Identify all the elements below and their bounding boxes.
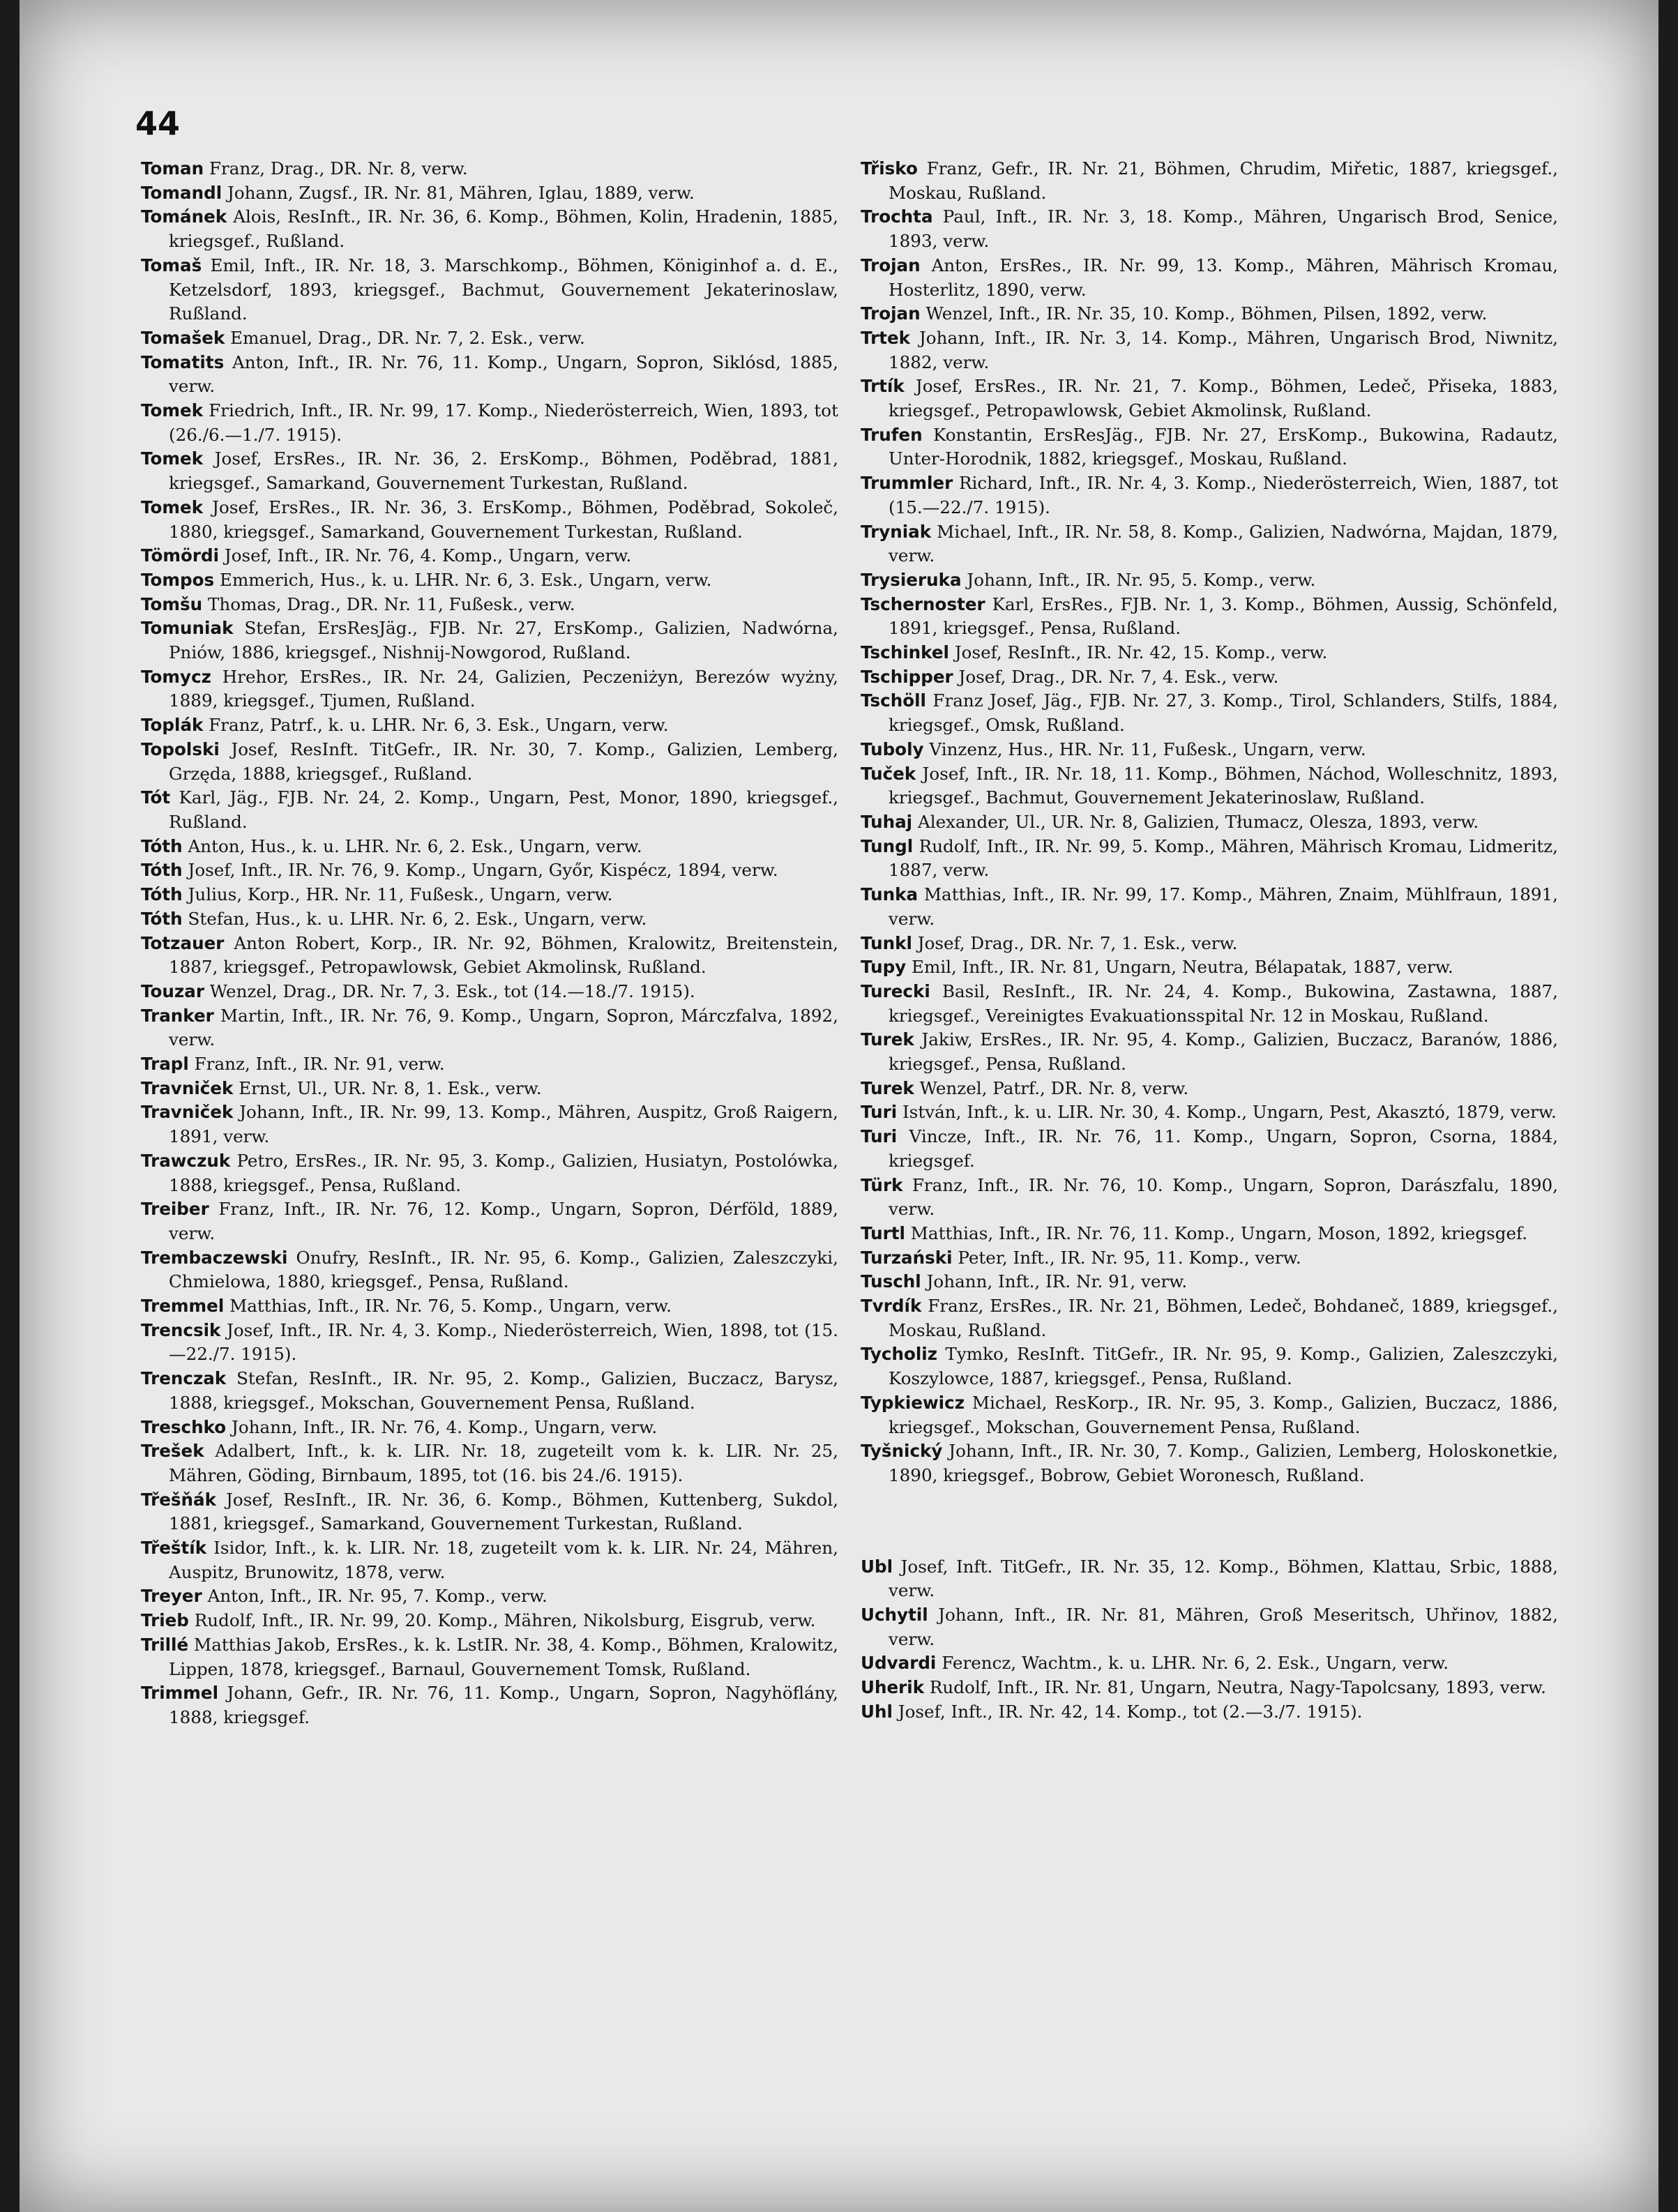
entry-surname: Tuschl [861,1271,921,1292]
register-entry [141,1633,838,1681]
entry-details: Stefan, ResInft., IR. Nr. 95, 2. Komp., Galizien, Buczacz, Barysz, 1888, kriegsgef., Mokschan, Gouvernement Pensa, Rußland. [169,1368,838,1413]
register-entry [861,1174,1558,1222]
entry-surname: Touzar [141,980,204,1001]
register-entry [861,374,1558,423]
entry-surname: Turi [861,1102,898,1123]
entry-details: Josef, ResInft., IR. Nr. 36, 6. Komp., Böhmen, Kuttenberg, Sukdol, 1881, kriegsgef., Samarkand, Gouvernement Turkestan, Rußland. [169,1489,839,1534]
entry-surname: Trimmel [141,1683,218,1704]
entry-surname: Tuhaj [861,811,913,832]
register-entry [861,762,1558,810]
entry-details: Paul, Inft., IR. Nr. 3, 18. Komp., Mähren, Ungarisch Brod, Senice, 1893, verw. [889,206,1558,252]
register-entry [861,1676,1558,1700]
register-entry [861,665,1558,690]
register-entry [141,447,838,495]
entry-details: Franz, Drag., DR. Nr. 8, verw. [209,158,468,179]
entry-details: Martin, Inft., IR. Nr. 76, 9. Komp., Ungarn, Sopron, Márczfalva, 1892, verw. [169,1005,838,1050]
register-entry [861,423,1558,471]
register-entry [141,544,838,568]
entry-details: Emmerich, Hus., k. u. LHR. Nr. 6, 3. Esk., Ungarn, verw. [220,569,712,590]
register-entry [141,1367,838,1415]
register-entry [861,520,1558,568]
entry-details: Alexander, Ul., UR. Nr. 8, Galizien, Tłumacz, Olesza, 1893, verw. [917,811,1479,832]
entry-details: Wenzel, Inft., IR. Nr. 35, 10. Komp., Böhmen, Pilsen, 1892, verw. [925,303,1488,324]
entry-details: Emanuel, Drag., DR. Nr. 7, 2. Esk., verw. [230,327,585,348]
register-entry [861,1603,1558,1651]
entry-details: Franz, Inft., IR. Nr. 76, 10. Komp., Ungarn, Sopron, Darászfalu, 1890, verw. [889,1174,1558,1220]
register-entry [141,786,838,834]
entry-details: Josef, Inft., IR. Nr. 76, 9. Komp., Ungarn, Győr, Kispécz, 1894, verw. [188,860,778,881]
register-entry [861,1100,1558,1125]
entry-details: Emil, Inft., IR. Nr. 18, 3. Marschkomp., Böhmen, Königinhof a. d. E., Ketzelsdorf, 1893, kriegsgef., Bachmut, Gouvernement Jekaterinoslaw, Rußland. [169,255,838,324]
entry-surname: Tunkl [861,932,912,953]
entry-surname: Trenczak [141,1368,227,1389]
entry-surname: Trtík [861,376,905,397]
register-entry [861,1028,1558,1076]
register-entry [141,399,838,447]
entry-details: Josef, Inft., IR. Nr. 4, 3. Komp., Niederösterreich, Wien, 1898, tot (15.—22./7. 1915). [169,1319,838,1365]
register-entry [141,1052,838,1077]
entry-details: Friedrich, Inft., IR. Nr. 99, 17. Komp., Niederösterreich, Wien, 1893, tot (26./6.—1./7. 1915). [169,400,838,445]
entry-details: Karl, ErsRes., FJB. Nr. 1, 3. Komp., Böhmen, Aussig, Schönfeld, 1891, kriegsgef., Pensa, Rußland. [889,593,1558,639]
entry-details: Josef, ResInft., IR. Nr. 42, 15. Komp., verw. [954,642,1328,663]
entry-surname: Tomek [141,448,204,469]
entry-details: Karl, Jäg., FJB. Nr. 24, 2. Komp., Ungarn, Pest, Monor, 1890, kriegsgef., Rußland. [169,787,838,832]
entry-details: Johann, Inft., IR. Nr. 95, 5. Komp., verw. [967,569,1316,590]
register-entry [861,302,1558,326]
right-column-t-entries [861,157,1558,1488]
register-entry [141,883,838,907]
entry-surname: Tryniak [861,521,932,542]
register-entry [861,157,1558,205]
entry-details: Josef, ErsRes., IR. Nr. 36, 3. ErsKomp., Böhmen, Poděbrad, Sokoleč, 1880, kriegsgef., Samarkand, Gouvernement Turkestan, Rußland. [169,497,838,542]
entry-surname: Türk [861,1174,903,1195]
entry-details: Jakiw, ErsRes., IR. Nr. 95, 4. Komp., Galizien, Buczacz, Baranów, 1886, kriegsgef., Pensa, Rußland. [889,1029,1558,1075]
entry-surname: Toplák [141,715,204,736]
entry-surname: Trešek [141,1441,204,1462]
entry-surname: Trawczuk [141,1150,231,1171]
entry-details: Konstantin, ErsResJäg., FJB. Nr. 27, ErsKomp., Bukowina, Radautz, Unter-Horodnik, 1882, kriegsgef., Moskau, Rußland. [889,424,1558,469]
entry-details: Anton, ErsRes., IR. Nr. 99, 13. Komp., Mähren, Mährisch Kromau, Hosterlitz, 1890, verw. [889,255,1558,300]
entry-surname: Tóth [141,908,183,929]
entry-details: Johann, Inft., IR. Nr. 81, Mähren, Groß Meseritsch, Uhřinov, 1882, verw. [889,1605,1559,1649]
entry-details: Stefan, ErsResJäg., FJB. Nr. 27, ErsKomp., Galizien, Nadwórna, Pniów, 1886, kriegsgef., Nishnij-Nowgorod, Rußland. [169,618,838,663]
register-entry [861,1555,1558,1603]
entry-details: Franz, Inft., IR. Nr. 91, verw. [194,1054,445,1075]
register-entry [141,568,838,593]
entry-details: Hrehor, ErsRes., IR. Nr. 24, Galizien, Peczeniżyn, Berezów wyżny, 1889, kriegsgef., Tjumen, Rußland. [169,666,838,711]
entry-details: Alois, ResInft., IR. Nr. 36, 6. Komp., Böhmen, Kolin, Hradenin, 1885, kriegsgef., Rußland. [169,206,838,252]
entry-details: Josef, Inft., IR. Nr. 76, 4. Komp., Ungarn, verw. [224,545,632,566]
register-entry [861,1439,1558,1487]
entry-details: Josef, ResInft. TitGefr., IR. Nr. 30, 7. Komp., Galizien, Lemberg, Grzęda, 1888, kriegsgef., Rußland. [169,738,838,784]
register-entry [141,1416,838,1440]
entry-details: Peter, Inft., IR. Nr. 95, 11. Komp., verw. [958,1247,1301,1268]
entry-surname: Trojan [861,303,921,324]
entry-details: Josef, Inft., IR. Nr. 18, 11. Komp., Böhmen, Náchod, Wolleschnitz, 1893, kriegsgef., Bachmut, Gouvernement Jekaterinoslaw, Rußland. [889,763,1558,808]
entry-surname: Tschinkel [861,642,949,663]
register-entry [861,1246,1558,1271]
entry-surname: Tóth [141,835,183,856]
register-entry [861,1700,1558,1725]
entry-surname: Turek [861,1029,914,1050]
entry-details: Basil, ResInft., IR. Nr. 24, 4. Komp., Bukowina, Zastawna, 1887, kriegsgef., Vereinigtes Evakuationsspital Nr. 12 in Moskau, Rußland. [889,980,1558,1026]
entry-details: Vincze, Inft., IR. Nr. 76, 11. Komp., Ungarn, Sopron, Csorna, 1884, kriegsgef. [889,1126,1558,1171]
entry-details: Rudolf, Inft., IR. Nr. 99, 20. Komp., Mähren, Nikolsburg, Eisgrub, verw. [194,1610,816,1631]
register-entry [141,496,838,544]
register-entry [861,835,1558,883]
entry-details: Tymko, ResInft. TitGefr., IR. Nr. 95, 9. Komp., Galizien, Zaleszczyki, Koszylowce, 1887, kriegsgef., Pensa, Rußland. [889,1344,1558,1389]
register-entry [141,326,838,351]
register-entry [141,1681,838,1729]
entry-details: Isidor, Inft., k. k. LIR. Nr. 18, zugeteilt vom k. k. LIR. Nr. 24, Mähren, Auspitz, Brunowitz, 1878, verw. [169,1538,838,1582]
entry-surname: Tschöll [861,690,926,711]
entry-surname: Tycholiz [861,1344,938,1365]
register-entry [141,351,838,399]
register-entry [861,1222,1558,1246]
register-entry [861,980,1558,1028]
register-entry [861,1391,1558,1439]
entry-details: Matthias, Inft., IR. Nr. 76, 11. Komp., Ungarn, Moson, 1892, kriegsgef. [910,1222,1528,1243]
entry-surname: Tungl [861,835,914,856]
entry-details: Matthias, Inft., IR. Nr. 76, 5. Komp., Ungarn, verw. [229,1296,672,1317]
register-entry [141,254,838,326]
entry-surname: Tschernoster [861,593,985,614]
entry-surname: Třeštík [141,1538,207,1559]
register-entry [861,1077,1558,1101]
entry-surname: Turzański [861,1247,953,1268]
entry-details: Michael, ResKorp., IR. Nr. 95, 3. Komp., Galizien, Buczacz, 1886, kriegsgef., Mokschan, Gouvernement Pensa, Rußland. [889,1392,1558,1437]
entry-surname: Tomek [141,400,204,421]
entry-surname: Tupy [861,957,907,978]
entry-details: Franz Josef, Jäg., FJB. Nr. 27, 3. Komp., Tirol, Schlanders, Stilfs, 1884, kriegsgef., Omsk, Rußland. [889,690,1558,736]
register-entry [141,1584,838,1609]
entry-surname: Tvrdík [861,1296,922,1317]
entry-surname: Typkiewicz [861,1392,965,1413]
entry-details: Rudolf, Inft., IR. Nr. 99, 5. Komp., Mähren, Mährisch Kromau, Lidmeritz, 1887, verw. [889,835,1558,881]
entry-surname: Trapl [141,1054,189,1075]
entry-surname: Tomuniak [141,618,234,639]
entry-details: Johann, Inft., IR. Nr. 76, 4. Komp., Ungarn, verw. [232,1416,658,1437]
entry-surname: Tót [141,787,171,808]
register-entry [141,1246,838,1294]
entry-surname: Ubl [861,1556,893,1577]
register-entry [861,568,1558,593]
right-column [861,157,1558,1725]
entry-surname: Tomaš [141,255,202,275]
register-entry [141,858,838,883]
register-entry [141,1149,838,1197]
register-entry [141,1077,838,1101]
register-entry [141,738,838,786]
entry-surname: Turi [861,1126,898,1147]
entry-details: Johann, Inft., IR. Nr. 30, 7. Komp., Galizien, Lemberg, Holoskonetkie, 1890, kriegsgef., Bobrow, Gebiet Woronesch, Rußland. [889,1441,1558,1485]
register-entry [141,980,838,1004]
entry-details: Thomas, Drag., DR. Nr. 11, Fußesk., verw. [208,593,575,614]
right-column-u-entries [861,1555,1558,1725]
entry-details: Franz, Gefr., IR. Nr. 21, Böhmen, Chrudim, Miřetic, 1887, kriegsgef., Moskau, Rußland. [889,158,1558,203]
entry-surname: Tremmel [141,1296,225,1317]
entry-details: Josef, Drag., DR. Nr. 7, 4. Esk., verw. [958,666,1279,687]
entry-details: Johann, Zugsf., IR. Nr. 81, Mähren, Iglau, 1889, verw. [227,182,695,203]
register-entry [141,1197,838,1245]
register-entry [861,1125,1558,1173]
entry-details: Michael, Inft., IR. Nr. 58, 8. Komp., Galizien, Nadwórna, Majdan, 1879, verw. [889,521,1558,566]
left-column [141,157,838,1730]
entry-details: Ernst, Ul., UR. Nr. 8, 1. Esk., verw. [239,1077,542,1098]
document-page [20,0,1658,2212]
entry-surname: Travniček [141,1102,234,1123]
entry-details: Josef, ErsRes., IR. Nr. 36, 2. ErsKomp., Böhmen, Poděbrad, 1881, kriegsgef., Samarkand, Gouvernement Turkestan, Rußland. [169,448,838,494]
entry-surname: Trembaczewski [141,1247,288,1268]
register-entry [141,1439,838,1487]
entry-surname: Tranker [141,1005,214,1026]
register-entry [861,1651,1558,1676]
entry-surname: Udvardi [861,1653,937,1674]
register-entry [141,181,838,206]
register-entry [861,593,1558,641]
register-entry [861,254,1558,302]
entry-surname: Tomek [141,497,204,517]
register-entry [141,665,838,713]
entry-details: Matthias, Inft., IR. Nr. 99, 17. Komp., Mähren, Znaim, Mühlfraun, 1891, verw. [889,884,1558,929]
register-entry [141,1294,838,1319]
entry-surname: Trummler [861,473,953,494]
register-entry [861,471,1558,520]
entry-surname: Uhl [861,1701,893,1722]
register-entry [141,907,838,932]
register-entry [141,1536,838,1584]
entry-surname: Tuboly [861,738,924,759]
register-entry [141,932,838,980]
register-entry [141,1488,838,1536]
entry-details: Wenzel, Drag., DR. Nr. 7, 3. Esk., tot (14.—18./7. 1915). [209,980,695,1001]
register-entry [861,955,1558,980]
register-entry [141,205,838,253]
entry-details: Anton, Inft., IR. Nr. 76, 11. Komp., Ungarn, Sopron, Siklósd, 1885, verw. [169,351,838,397]
entry-details: Anton, Inft., IR. Nr. 95, 7. Komp., verw. [207,1586,547,1607]
entry-surname: Trufen [861,424,923,445]
register-entry [141,1100,838,1149]
register-entry [141,593,838,617]
entry-details: Rudolf, Inft., IR. Nr. 81, Ungarn, Neutra, Nagy-Tapolcsany, 1893, verw. [929,1677,1546,1698]
entry-surname: Tompos [141,569,215,590]
entry-details: Johann, Inft., IR. Nr. 99, 13. Komp., Mähren, Auspitz, Groß Raigern, 1891, verw. [169,1102,839,1147]
entry-details: Josef, Inft. TitGefr., IR. Nr. 35, 12. Komp., Böhmen, Klattau, Srbic, 1888, verw. [889,1556,1558,1601]
entry-details: István, Inft., k. u. LIR. Nr. 30, 4. Komp., Ungarn, Pest, Akasztó, 1879, verw. [902,1102,1557,1123]
entry-surname: Turecki [861,980,930,1001]
register-entry [861,932,1558,956]
entry-details: Petro, ErsRes., IR. Nr. 95, 3. Komp., Galizien, Husiatyn, Postolówka, 1888, kriegsgef., Pensa, Rußland. [169,1150,838,1195]
entry-surname: Trojan [861,255,921,275]
page-number: 44 [135,105,181,142]
entry-surname: Treiber [141,1199,209,1220]
entry-surname: Tomšu [141,593,203,614]
entry-details: Franz, ErsRes., IR. Nr. 21, Böhmen, Ledeč, Bohdaneč, 1889, kriegsgef., Moskau, Rußland. [889,1296,1558,1340]
entry-details: Julius, Korp., HR. Nr. 11, Fußesk., Ungarn, verw. [188,884,613,905]
register-entry [861,810,1558,835]
entry-details: Onufry, ResInft., IR. Nr. 95, 6. Komp., Galizien, Zaleszczyki, Chmielowa, 1880, kriegsgef., Pensa, Rußland. [169,1247,838,1292]
entry-details: Anton, Hus., k. u. LHR. Nr. 6, 2. Esk., Ungarn, verw. [188,835,642,856]
register-entry [861,641,1558,665]
entry-details: Johann, Inft., IR. Nr. 3, 14. Komp., Mähren, Ungarisch Brod, Niwnitz, 1882, verw. [889,327,1558,372]
entry-surname: Tomašek [141,327,225,348]
entry-surname: Tyšnický [861,1441,943,1462]
entry-surname: Tóth [141,884,183,905]
entry-surname: Tömördi [141,545,220,566]
section-gap [861,1488,1558,1555]
entry-surname: Tschipper [861,666,953,687]
entry-surname: Tomatits [141,351,225,372]
register-entry [141,1004,838,1052]
entry-surname: Uherik [861,1677,925,1698]
entry-details: Vinzenz, Hus., HR. Nr. 11, Fußesk., Ungarn, verw. [929,738,1366,759]
register-entry [861,738,1558,762]
entry-details: Franz, Patrf., k. u. LHR. Nr. 6, 3. Esk., Ungarn, verw. [209,715,669,736]
entry-surname: Tóth [141,860,183,881]
entry-surname: Turtl [861,1222,905,1243]
entry-surname: Turek [861,1077,914,1098]
entry-surname: Treschko [141,1416,227,1437]
register-entry [141,835,838,859]
entry-details: Richard, Inft., IR. Nr. 4, 3. Komp., Niederösterreich, Wien, 1887, tot (15.—22./7. 1915). [889,473,1559,517]
entry-details: Johann, Gefr., IR. Nr. 76, 11. Komp., Ungarn, Sopron, Nagyhöflány, 1888, kriegsgef. [169,1683,838,1727]
entry-surname: Tuček [861,763,916,784]
entry-details: Adalbert, Inft., k. k. LIR. Nr. 18, zugeteilt vom k. k. LIR. Nr. 25, Mähren, Göding, Birnbaum, 1895, tot (16. bis 24./6. 1915). [169,1441,838,1485]
register-entry [861,1270,1558,1294]
register-entry [141,713,838,738]
entry-surname: Tomandl [141,182,222,203]
entry-surname: Trencsik [141,1319,221,1340]
register-entry [861,205,1558,253]
entry-details: Franz, Inft., IR. Nr. 76, 12. Komp., Ungarn, Sopron, Dérföld, 1889, verw. [169,1199,838,1243]
register-entry [141,1609,838,1633]
entry-surname: Třešňák [141,1489,216,1510]
register-entry [861,883,1558,931]
entry-details: Josef, Drag., DR. Nr. 7, 1. Esk., verw. [917,932,1238,953]
entry-surname: Totzauer [141,932,225,953]
register-entry [861,326,1558,374]
entry-surname: Tunka [861,884,919,905]
entry-surname: Trillé [141,1634,189,1655]
entry-details: Anton Robert, Korp., IR. Nr. 92, Böhmen, Kralowitz, Breitenstein, 1887, kriegsgef., Petropawlowsk, Gebiet Akmolinsk, Rußland. [169,932,838,978]
entry-details: Stefan, Hus., k. u. LHR. Nr. 6, 2. Esk., Ungarn, verw. [188,908,647,929]
entry-details: Emil, Inft., IR. Nr. 81, Ungarn, Neutra, Bélapatak, 1887, verw. [912,957,1453,978]
entry-details: Wenzel, Patrf., DR. Nr. 8, verw. [919,1077,1189,1098]
register-entry [861,1342,1558,1391]
entry-details: Josef, ErsRes., IR. Nr. 21, 7. Komp., Böhmen, Ledeč, Přiseka, 1883, kriegsgef., Petropawlowsk, Gebiet Akmolinsk, Rußland. [889,376,1558,421]
register-entry [141,157,838,181]
entry-surname: Trochta [861,206,933,227]
entry-details: Josef, Inft., IR. Nr. 42, 14. Komp., tot (2.—3./7. 1915). [898,1701,1363,1722]
entry-surname: Trtek [861,327,910,348]
entry-surname: Toman [141,158,204,179]
entry-details: Matthias Jakob, ErsRes., k. k. LstIR. Nr. 38, 4. Komp., Böhmen, Kralowitz, Lippen, 1878, kriegsgef., Barnaul, Gouvernement Tomsk, Rußland. [169,1634,838,1679]
entry-surname: Trysieruka [861,569,962,590]
entry-details: Johann, Inft., IR. Nr. 91, verw. [926,1271,1188,1292]
entry-surname: Treyer [141,1586,202,1607]
register-entry [861,1294,1558,1342]
entry-surname: Tomycz [141,666,211,687]
entry-surname: Travniček [141,1077,234,1098]
register-entry [141,616,838,665]
entry-surname: Tománek [141,206,227,227]
entry-details: Ferencz, Wachtm., k. u. LHR. Nr. 6, 2. Esk., Ungarn, verw. [942,1653,1449,1674]
entry-surname: Topolski [141,738,220,759]
register-entry [861,689,1558,737]
register-entry [141,1319,838,1367]
entry-surname: Trieb [141,1610,189,1631]
entry-surname: Uchytil [861,1605,928,1626]
entry-surname: Třisko [861,158,918,179]
